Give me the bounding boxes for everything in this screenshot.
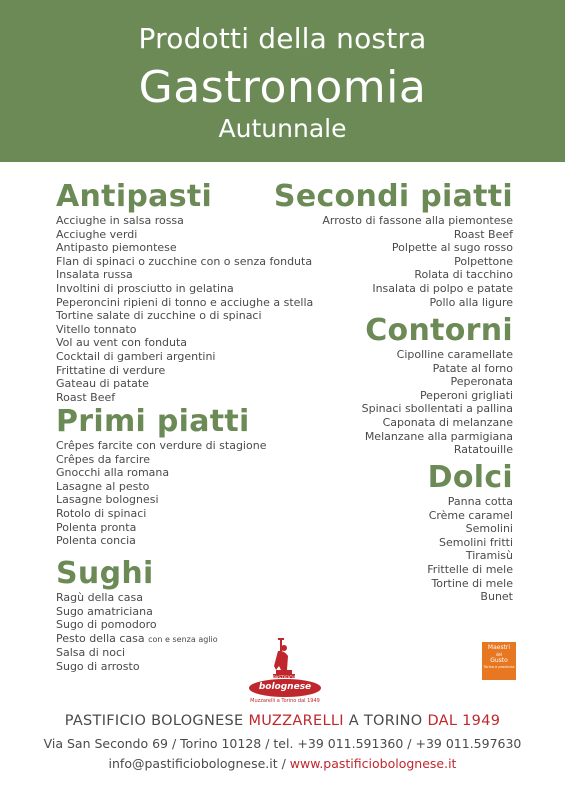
dolci-section bbox=[427, 461, 513, 604]
dolci-list bbox=[427, 495, 513, 604]
pesto-note: con e senza aglio bbox=[148, 634, 218, 644]
sughi-item-label: Pesto della casa bbox=[56, 631, 145, 645]
dolci-item: Panna cotta bbox=[447, 495, 513, 508]
primi-item: Gnocchi alla romana bbox=[56, 466, 170, 480]
antipasti-item: Frittatine di verdure bbox=[56, 363, 166, 377]
footer-family: MUZZARELLI bbox=[248, 713, 344, 729]
maestri-l2: del bbox=[495, 652, 503, 657]
secondi-item: Insalata di polpo e patate bbox=[372, 281, 513, 295]
primi-item: Rotolo di spinaci bbox=[56, 506, 147, 520]
primi-title: Primi piatti bbox=[56, 404, 250, 439]
header-line1: Prodotti della nostra bbox=[138, 22, 427, 55]
footer-email[interactable]: info@pastificiobolognese.it / bbox=[108, 756, 286, 771]
footer-contacts bbox=[0, 756, 565, 771]
dolci-item: Crème caramel bbox=[428, 508, 513, 522]
dolci-item: Semolini bbox=[465, 522, 513, 536]
footer-name: PASTIFICIO BOLOGNESE bbox=[64, 713, 244, 729]
footer-city: A TORINO bbox=[348, 713, 423, 729]
dolci-item: Tortine di mele bbox=[431, 576, 513, 590]
contorni-item: Spinaci sbollentati a pallina bbox=[361, 402, 513, 416]
secondi-section bbox=[274, 180, 513, 309]
secondi-item: Pollo alla ligure bbox=[429, 295, 513, 309]
primi-item: Crêpes farcite con verdure di stagione bbox=[56, 439, 267, 452]
contorni-item: Patate al forno bbox=[432, 361, 513, 375]
contorni-item: Cipolline caramellate bbox=[396, 348, 513, 361]
footer-website[interactable]: www.pastificiobolognese.it bbox=[289, 756, 457, 771]
secondi-item: Polpettone bbox=[454, 254, 513, 268]
dolci-item: Frittelle di mele bbox=[427, 562, 513, 576]
contorni-item: Peperonata bbox=[450, 375, 513, 389]
contorni-item: Peperoni grigliati bbox=[419, 388, 513, 402]
antipasti-item: Antipasto piemontese bbox=[56, 241, 177, 255]
maestri-l3: Gusto bbox=[490, 657, 508, 664]
maestri-l1: Maestri bbox=[487, 644, 511, 651]
footer-year: DAL 1949 bbox=[427, 713, 501, 729]
logo-name: bolognese bbox=[258, 682, 312, 692]
secondi-item: Arrosto di fassone alla piemontese bbox=[322, 214, 513, 227]
sughi-item: Salsa di noci bbox=[56, 646, 126, 660]
primi-list bbox=[56, 439, 266, 548]
primi-item: Polenta pronta bbox=[56, 520, 137, 534]
sughi-title: Sughi bbox=[56, 556, 154, 591]
antipasti-item: Roast Beef bbox=[56, 390, 116, 404]
logo-sub: Muzzarelli a Torino dal 1949 bbox=[250, 698, 320, 704]
secondi-item: Polpette al sugo rosso bbox=[391, 241, 513, 255]
contorni-item: Melanzane alla parmigiana bbox=[364, 429, 513, 443]
antipasti-item: Insalata russa bbox=[56, 268, 133, 282]
dolci-item: Semolini fritti bbox=[439, 535, 513, 549]
dolci-item: Tiramisù bbox=[465, 549, 513, 563]
primi-section bbox=[56, 405, 266, 548]
sughi-item: Sugo di arrosto bbox=[56, 659, 140, 673]
header-banner bbox=[0, 0, 565, 162]
contorni-section bbox=[362, 314, 513, 457]
sughi-list bbox=[56, 591, 218, 674]
secondi-title: Secondi piatti bbox=[273, 179, 513, 214]
secondi-item: Rolata di tacchino bbox=[414, 268, 513, 282]
contorni-list bbox=[362, 348, 513, 457]
antipasti-item: Cocktail di gamberi argentini bbox=[56, 349, 216, 363]
primi-item: Crêpes da farcire bbox=[56, 452, 150, 466]
antipasti-item: Vitello tonnato bbox=[56, 322, 137, 336]
secondi-list bbox=[274, 214, 513, 309]
sughi-item: Sugo di pomodoro bbox=[56, 618, 157, 632]
maestri-del-gusto-badge bbox=[482, 642, 516, 680]
pastificio-logo bbox=[240, 636, 330, 706]
sughi-item bbox=[56, 632, 218, 647]
contorni-item: Ratatouille bbox=[453, 443, 513, 457]
neptune-statue-icon bbox=[240, 636, 330, 706]
secondi-item: Roast Beef bbox=[453, 227, 513, 241]
antipasti-item: Tortine salate di zucchine o di spinaci bbox=[56, 309, 262, 323]
primi-item: Lasagne bolognesi bbox=[56, 493, 159, 507]
antipasti-item: Acciughe verdi bbox=[56, 227, 138, 241]
contorni-title: Contorni bbox=[365, 313, 513, 348]
dolci-title: Dolci bbox=[427, 460, 513, 495]
logo-top-text: PASTIFICIO bbox=[272, 676, 298, 681]
antipasti-item: Involtini di prosciutto in gelatina bbox=[56, 281, 234, 295]
sughi-section bbox=[56, 557, 218, 674]
antipasti-item: Peperoncini ripieni di tonno e acciughe a stella bbox=[56, 295, 314, 309]
dolci-item: Bunet bbox=[480, 590, 513, 604]
header-line3: Autunnale bbox=[218, 114, 347, 143]
antipasti-item: Vol au vent con fonduta bbox=[56, 336, 188, 350]
sughi-item: Sugo amatriciana bbox=[56, 604, 153, 618]
footer-address: Via San Secondo 69 / Torino 10128 / tel. +39 011.591360 / +39 011.597630 bbox=[43, 736, 522, 751]
antipasti-item: Acciughe in salsa rossa bbox=[56, 214, 184, 227]
contorni-item: Caponata di melanzane bbox=[382, 415, 513, 429]
maestri-l4: Torino e provincia bbox=[483, 665, 515, 669]
primi-item: Polenta concia bbox=[56, 534, 136, 548]
primi-item: Lasagne al pesto bbox=[56, 479, 150, 493]
header-title: Gastronomia bbox=[138, 62, 427, 113]
antipasti-item: Flan di spinaci o zucchine con o senza fonduta bbox=[56, 254, 313, 268]
antipasti-item: Gateau di patate bbox=[56, 377, 149, 391]
footer-company bbox=[0, 713, 565, 729]
antipasti-title: Antipasti bbox=[56, 179, 213, 214]
sughi-item: Ragù della casa bbox=[56, 591, 143, 604]
